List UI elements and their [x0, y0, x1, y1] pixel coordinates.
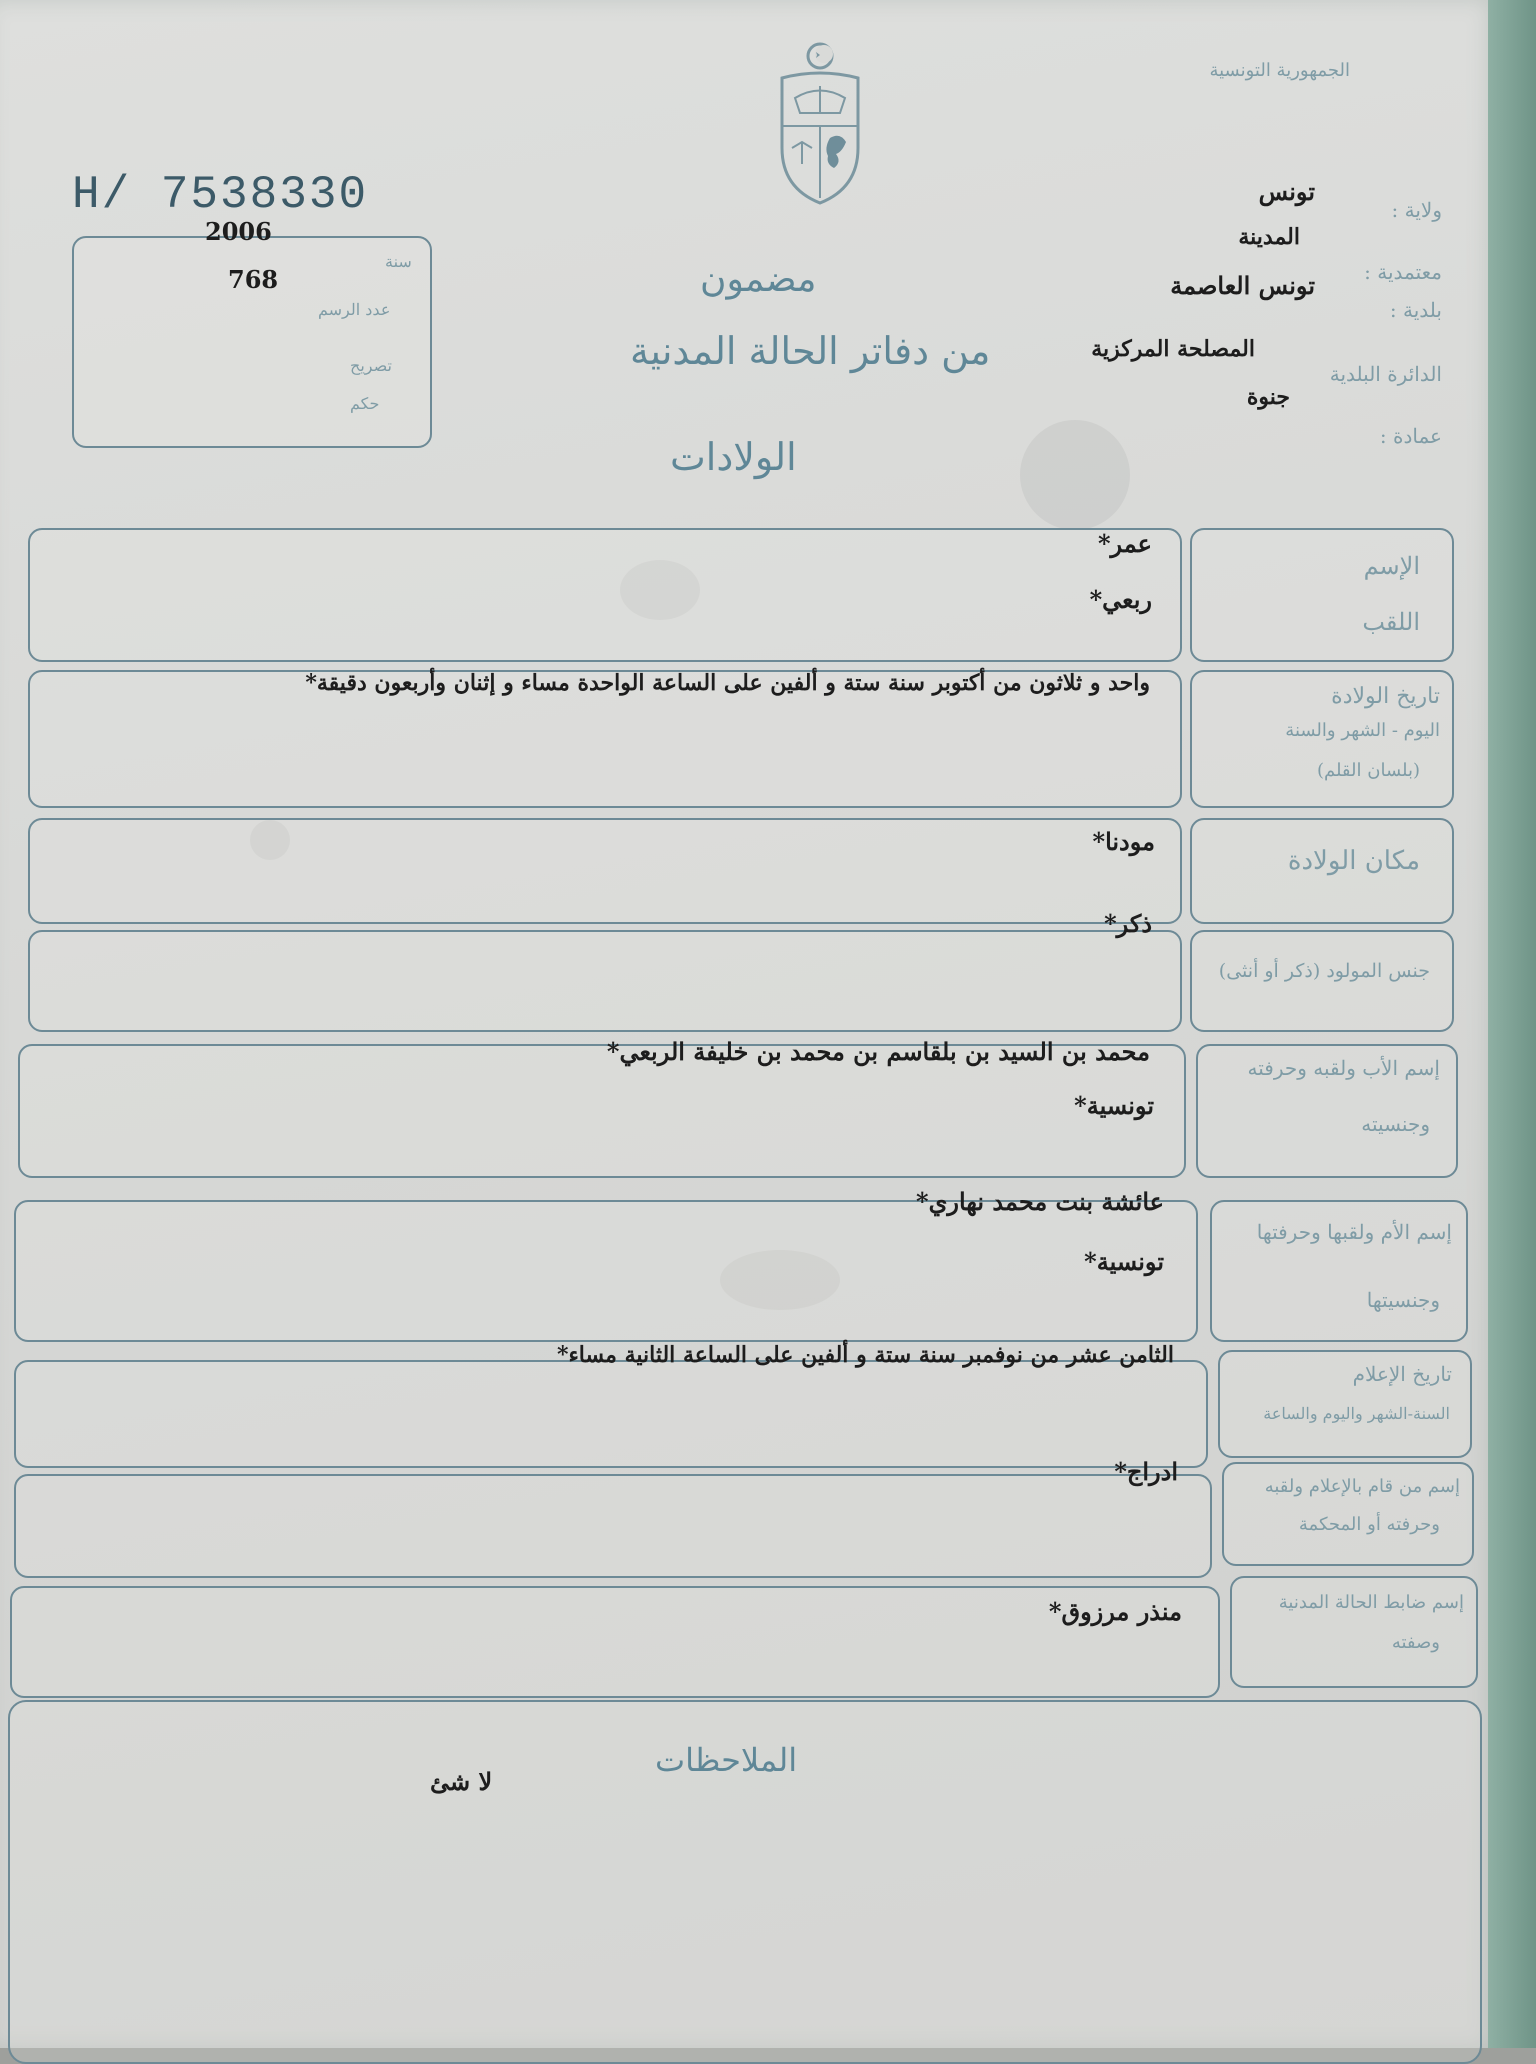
mother-nationality-value: تونسية*: [1084, 1247, 1164, 1276]
birthdate-sublabel-2: (بلسان القلم): [1316, 760, 1420, 781]
district-value: المصلحة المركزية: [1091, 336, 1255, 362]
declaration-date-value: الثامن عشر من نوفمبر سنة ستة و ألفين على الساعة الثانية مساء*: [556, 1342, 1174, 1368]
registry-year-label: سنة: [385, 252, 412, 271]
mother-name-value: عائشة بنت محمد نهاري*: [916, 1187, 1164, 1216]
birthdate-sublabel: اليوم - الشهر والسنة: [1285, 720, 1440, 741]
row-officer-value-box: [10, 1586, 1220, 1698]
declarant-sublabel: وحرفته أو المحكمة: [1298, 1514, 1440, 1535]
registry-declaration-label: تصريح: [350, 356, 392, 375]
birthplace-label: مكان الولادة: [1287, 846, 1420, 876]
row-declaration-date-value-box: [14, 1360, 1208, 1468]
birthdate-value: واحد و ثلاثون من أكتوبر سنة ستة و ألفين على الساعة الواحدة مساء و إثنان وأربعون دقيقة*: [305, 670, 1150, 696]
row-name-label-box: [1190, 528, 1454, 662]
imada-value: جنوة: [1246, 384, 1290, 410]
row-declarant-value-box: [14, 1474, 1212, 1578]
sex-value: ذكر*: [1104, 909, 1152, 938]
sex-label: جنس المولود (ذكر أو أنثى): [1218, 960, 1430, 982]
row-birthplace-value-box: [28, 818, 1182, 924]
remarks-value: لا شئ: [430, 1767, 493, 1796]
officer-sublabel: وصفته: [1391, 1632, 1440, 1653]
remarks-label: الملاحظات: [655, 1741, 798, 1779]
birthdate-label: تاريخ الولادة: [1331, 684, 1440, 709]
father-label: إسم الأب ولقبه وحرفته: [1247, 1056, 1440, 1080]
delegation-value-1: المدينة: [1238, 224, 1300, 250]
serial-number: H/ 7538330: [72, 169, 369, 221]
declaration-date-label: تاريخ الإعلام: [1352, 1362, 1452, 1386]
section-title: الولادات: [670, 435, 797, 479]
governorate-value: تونس: [1258, 177, 1315, 206]
registry-judgment-label: حكم: [350, 394, 380, 413]
declarant-label: إسم من قام بالإعلام ولقبه: [1264, 1476, 1460, 1497]
birthplace-value: مودنا*: [1092, 827, 1155, 856]
officer-label: إسم ضابط الحالة المدنية: [1278, 1592, 1464, 1613]
tunisia-coat-of-arms-icon: [770, 38, 870, 208]
surname-value: ربعي*: [1089, 585, 1152, 614]
municipality-label: بلدية :: [1389, 298, 1442, 322]
row-mother-value-box: [14, 1200, 1198, 1342]
registry-number-label: عدد الرسم: [318, 300, 391, 319]
father-nationality-value: تونسية*: [1074, 1091, 1154, 1120]
declarant-value: ادراج*: [1114, 1457, 1178, 1486]
row-sex-value-box: [28, 930, 1182, 1032]
background-edge: [1488, 0, 1536, 2048]
first-name-value: عمر*: [1098, 529, 1152, 558]
father-name-value: محمد بن السيد بن بلقاسم بن محمد بن خليفة الربعي*: [606, 1037, 1150, 1066]
mother-label: إسم الأم ولقبها وحرفتها: [1256, 1220, 1452, 1244]
republic-label: الجمهورية التونسية: [1209, 60, 1350, 81]
surname-label: اللقب: [1362, 608, 1420, 636]
delegation-label: معتمدية :: [1364, 260, 1442, 284]
name-label: الإسم: [1363, 552, 1420, 580]
title-line2: من دفاتر الحالة المدنية: [630, 329, 991, 373]
mother-sublabel: وجنسيتها: [1366, 1288, 1440, 1312]
title-line1: مضمون: [700, 259, 817, 300]
delegation-value-2: تونس العاصمة: [1170, 271, 1315, 300]
registry-number-value: 768: [228, 265, 279, 294]
declaration-date-sublabel: السنة-الشهر واليوم والساعة: [1263, 1404, 1450, 1423]
registry-year-value: 2006: [205, 217, 272, 246]
governorate-label: ولاية :: [1391, 198, 1442, 222]
imada-label: عمادة :: [1379, 424, 1442, 448]
officer-value: منذر مرزوق*: [1048, 1597, 1182, 1626]
row-name-value-box: [28, 528, 1182, 662]
district-label: الدائرة البلدية: [1329, 362, 1442, 386]
father-sublabel: وجنسيته: [1361, 1112, 1430, 1136]
